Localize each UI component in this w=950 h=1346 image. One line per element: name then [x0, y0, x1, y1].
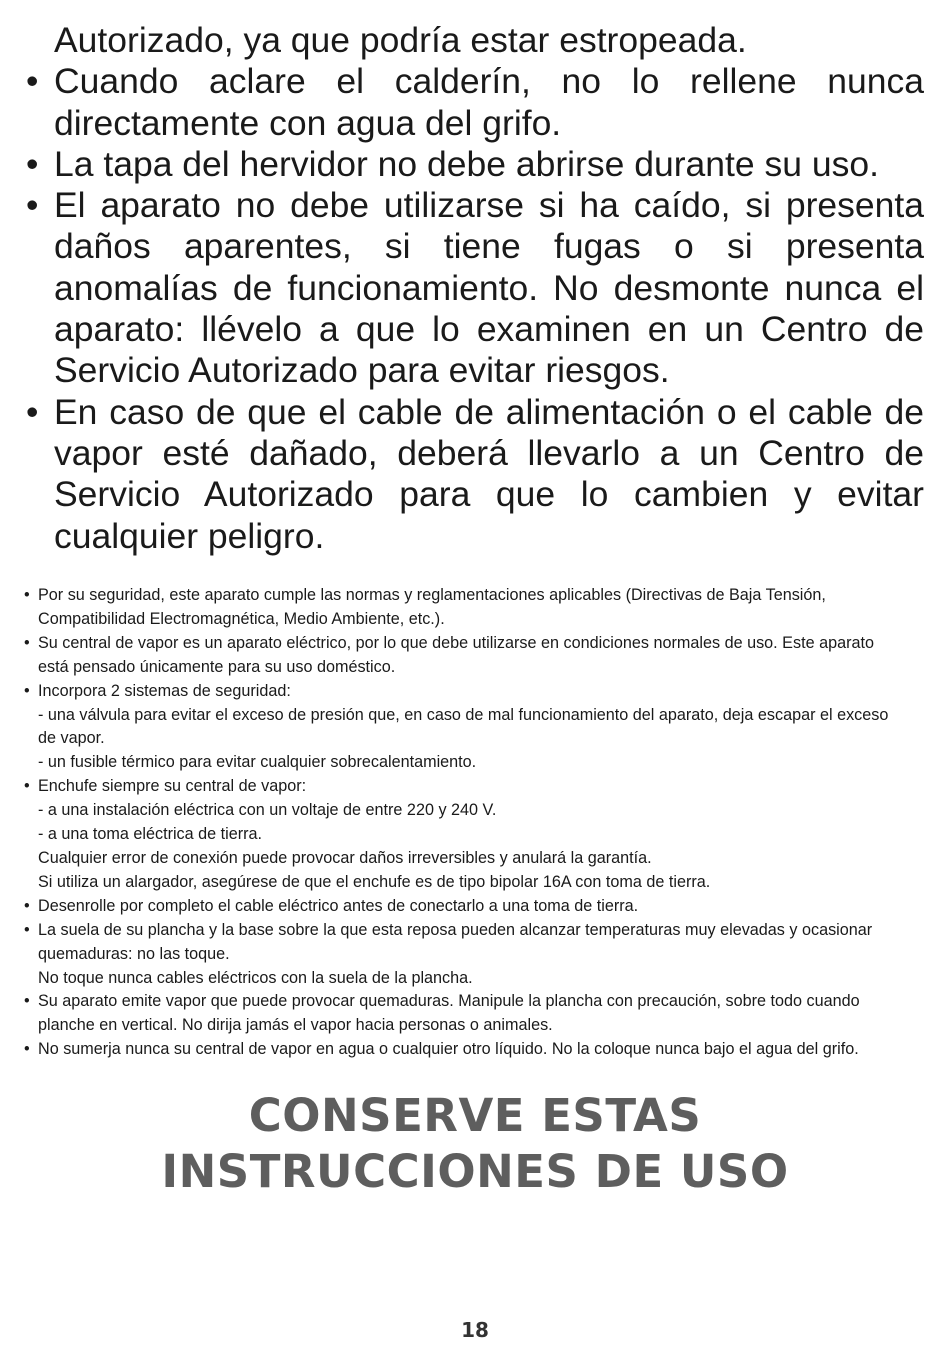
sub-item: No toque nunca cables eléctricos con la suela de la plancha.: [38, 968, 473, 987]
list-item: [26, 185, 924, 391]
bullet-icon: •: [24, 992, 30, 1011]
list-item-text: Autorizado, ya que podría estar estropeada.: [54, 20, 747, 60]
bullet-icon: •: [24, 681, 30, 700]
list-item: [24, 584, 904, 632]
list-item-text: Su aparato emite vapor que puede provocar quemaduras. Manipule la plancha con precaución, sobre todo cuando planche en vertical. No dirija jamás el vapor hacia personas o animales.: [38, 992, 860, 1035]
page-number: 18: [461, 1318, 489, 1342]
bullet-icon: •: [24, 1040, 30, 1059]
list-item-text: La tapa del hervidor no debe abrirse durante su uso.: [54, 143, 879, 184]
bullet-icon: •: [26, 391, 39, 432]
list-item: [24, 990, 904, 1038]
heading-line: INSTRUCCIONES DE USO: [161, 1145, 789, 1198]
sub-item: - una válvula para evitar el exceso de presión que, en caso de mal funcionamiento del aparato, deja escapar el exceso de vapor.: [38, 705, 889, 748]
list-item-text: Por su seguridad, este aparato cumple las normas y reglamentaciones aplicables (Directivas de Baja Tensión, Compatibilidad Electromagnética, Medio Ambiente, etc.).: [38, 586, 826, 628]
sub-item: Si utiliza un alargador, asegúrese de que el enchufe es de tipo bipolar 16A con toma de tierra.: [38, 872, 711, 891]
list-item: [24, 919, 904, 991]
bullet-icon: •: [26, 61, 39, 102]
bullet-icon: •: [24, 920, 30, 939]
sub-item: Cualquier error de conexión puede provocar daños irreversibles y anulará la garantía.: [38, 848, 652, 867]
heading-line: CONSERVE ESTAS: [248, 1089, 702, 1142]
list-item-text: Enchufe siempre su central de vapor:: [38, 777, 307, 796]
bullet-icon: •: [24, 896, 30, 915]
sub-item: - a una instalación eléctrica con un voltaje de entre 220 y 240 V.: [38, 801, 497, 820]
list-item: [26, 61, 924, 144]
list-item-text: Incorpora 2 sistemas de seguridad:: [38, 681, 291, 700]
safety-notes-list: [24, 584, 904, 1062]
bullet-icon: •: [26, 185, 39, 226]
list-item-text: El aparato no debe utilizarse si ha caído, si presenta daños aparentes, si tiene fugas o si presenta anomalías de funcionamiento. No desmonte nunca el aparato: llévelo a que lo examinen en un Centro de Servicio Autorizado para evitar riesgos.: [54, 185, 924, 391]
list-item: [24, 775, 904, 895]
list-item: [24, 895, 904, 919]
list-item-text: En caso de que el cable de alimentación o el cable de vapor esté dañado, deberá llevarlo a un Centro de Servicio Autorizado para que lo cambien y evitar cualquier peligro.: [54, 391, 924, 556]
bullet-icon: •: [24, 633, 30, 652]
page-heading: [0, 1088, 950, 1200]
bullet-icon: •: [24, 586, 30, 604]
large-warnings-list: [26, 20, 924, 557]
sub-item: - un fusible térmico para evitar cualquier sobrecalentamiento.: [38, 753, 477, 772]
list-item-text: Desenrolle por completo el cable eléctrico antes de conectarlo a una toma de tierra.: [38, 896, 639, 915]
bullet-icon: •: [26, 143, 39, 184]
list-item: [26, 392, 924, 557]
bullet-icon: •: [24, 777, 30, 796]
sub-item: - a una toma eléctrica de tierra.: [38, 825, 263, 844]
list-item-text: Su central de vapor es un aparato eléctrico, por lo que debe utilizarse en condiciones normales de uso. Este aparato está pensado únicamente para su uso doméstico.: [38, 633, 874, 676]
list-item: [24, 1038, 904, 1062]
list-item: [24, 680, 904, 776]
list-item: [26, 20, 924, 61]
list-item-text: La suela de su plancha y la base sobre la que esta reposa pueden alcanzar temperaturas muy elevadas y ocasionar quemaduras: no las toque.: [38, 920, 873, 963]
list-item-text: No sumerja nunca su central de vapor en agua o cualquier otro líquido. No la coloque nunca bajo el agua del grifo.: [38, 1040, 859, 1059]
list-item-text: Cuando aclare el calderín, no lo rellene nunca directamente con agua del grifo.: [54, 61, 924, 143]
list-item: [26, 144, 924, 185]
list-item: [24, 632, 904, 680]
